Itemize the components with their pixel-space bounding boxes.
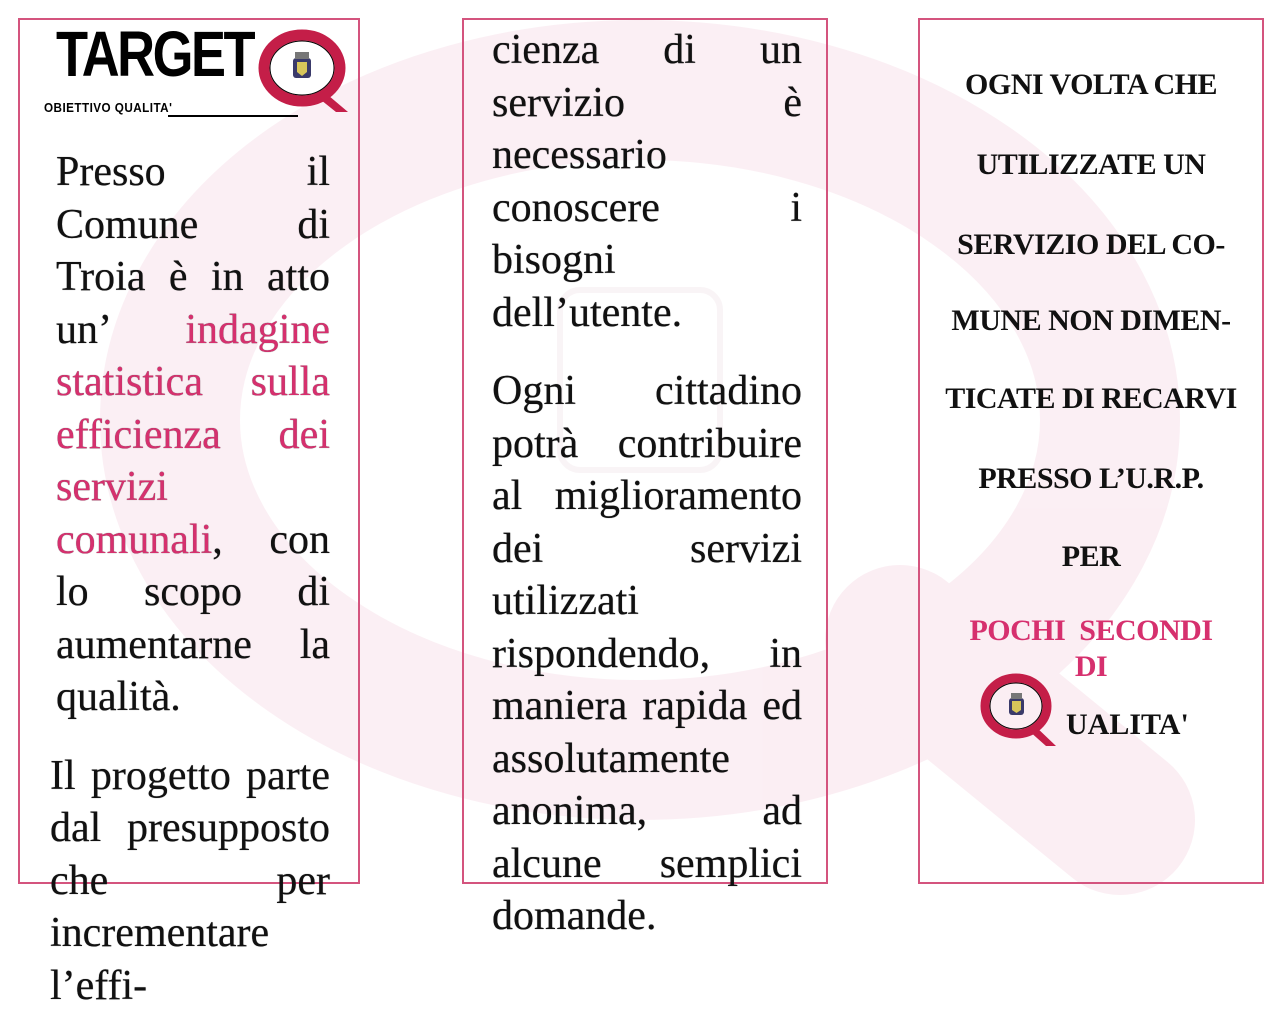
cta-line-5: TICATE DI RECARVI: [920, 382, 1262, 416]
column1-para1-start: Presso il Comune di Troia è in atto un’: [56, 149, 330, 353]
logo-subtitle: OBIETTIVO QUALITA': [44, 100, 172, 115]
q-logo-small-icon: [978, 672, 1062, 748]
cta-highlight-line-1: POCHI SECONDI: [920, 614, 1262, 648]
column2-paragraph2: Ogni cittadino potrà contribuire al miglioramento dei servizi utilizzati rispondendo, in maniera rapida ed assolutamente anonima, ad alcune semplici domande.: [492, 365, 802, 943]
column1-paragraph2: Il progetto parte dal presupposto che per incrementare l’effi-: [50, 750, 330, 1012]
column1-paragraph1: [50, 146, 330, 724]
logo-title: TARGET: [56, 22, 253, 86]
qualita-text: UALITA': [1066, 708, 1189, 742]
q-logo-icon: [256, 28, 356, 114]
logo-divider: [168, 115, 298, 117]
column1-text: [50, 146, 330, 1012]
column2-paragraph1: cienza di un servizio è necessario conoscere i bisogni dell’utente.: [492, 24, 802, 339]
cta-line-4: MUNE NON DIMEN-: [920, 304, 1262, 338]
cta-line-3: SERVIZIO DEL CO-: [920, 228, 1262, 262]
cta-line-2: UTILIZZATE UN: [920, 148, 1262, 182]
cta-highlight-line-2: DI: [920, 650, 1262, 684]
cta-line-1: OGNI VOLTA CHE: [920, 68, 1262, 102]
cta-line-7: PER: [920, 540, 1262, 574]
column1-para1-end: , con lo scopo di aumentarne la qualità.: [56, 517, 330, 721]
column3-content: [920, 0, 1262, 912]
cta-line-6: PRESSO L’U.R.P.: [920, 462, 1262, 496]
column2-text: [492, 24, 802, 943]
column1-para1-highlight: indagine statistica sulla efficienza dei servizi comunali: [56, 307, 330, 563]
